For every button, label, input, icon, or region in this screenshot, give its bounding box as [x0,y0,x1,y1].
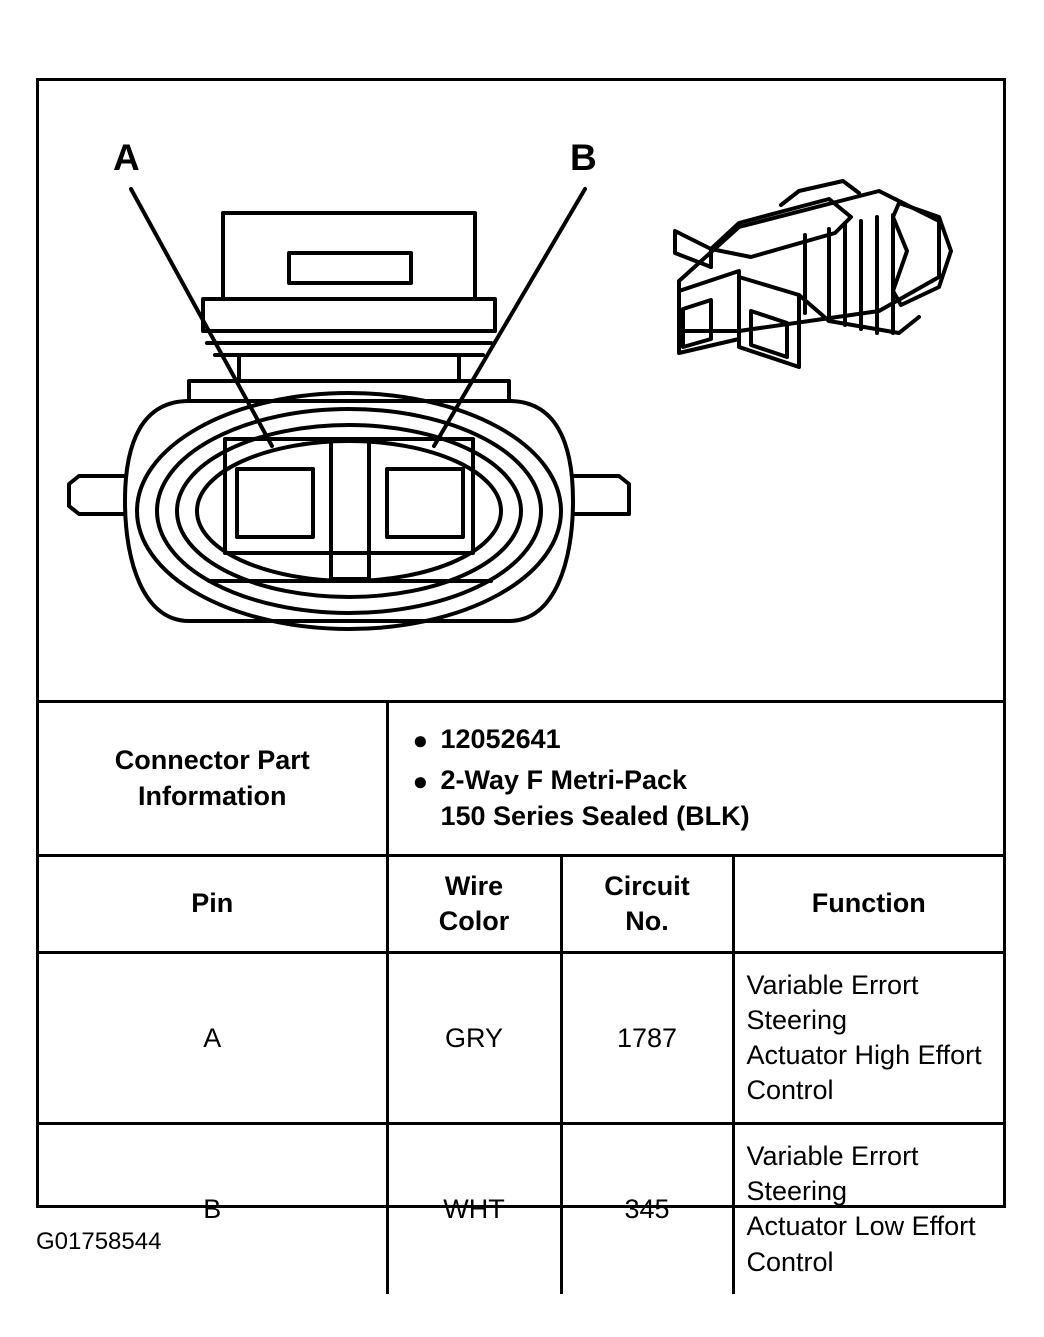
pin-value: A [203,1022,222,1053]
function-header-label: Function [811,888,926,919]
pin-cell [39,952,387,1123]
circuit-header-line2: No. [625,905,669,936]
function-line: Control [746,1075,834,1106]
wire-color-value: GRY [444,1022,504,1053]
pin-header-label: Pin [191,888,234,919]
connector-part-information-label-cell [39,703,387,855]
table-row [39,952,1003,1123]
function-cell [733,952,1003,1123]
connector-information-table [39,703,1003,1294]
connector-diagram-area [39,81,1003,703]
part-description-line2: 150 Series Sealed (BLK) [440,800,750,831]
circuit-no-value: 345 [624,1193,670,1224]
connector-front-view-illustration [69,213,629,629]
function-header-cell [733,855,1003,952]
table-row [39,1124,1003,1294]
circuit-no-value: 1787 [616,1022,678,1053]
figure-id-label: G01758544 [36,1228,162,1255]
bullet-icon: ● [412,725,429,755]
circuit-header-line1: Circuit [604,870,690,901]
cp-title-line1: Connector Part [114,744,310,775]
connector-part-list [389,703,1004,854]
function-line: Variable Errort Steering [746,1141,919,1207]
connector-part-information-row [39,703,1003,855]
function-cell [733,1124,1003,1294]
terminal-cavity-b [387,469,463,537]
wire-color-header-cell [387,855,561,952]
wire-color-header-line1: Wire [444,870,504,901]
wire-color-value: WHT [443,1193,505,1224]
function-line: Control [746,1246,834,1277]
circuit-no-cell [561,952,733,1123]
function-line: Variable Errort Steering [746,969,919,1035]
connector-illustration [39,81,1003,700]
callout-label-b: B [570,137,597,178]
connector-part-information-value-cell [387,703,1003,855]
circuit-no-cell [561,1124,733,1294]
function-line: Actuator Low Effort [746,1211,976,1242]
pin-header-cell [39,855,387,952]
connector-side-view-illustration [675,181,951,367]
wire-color-cell [387,952,561,1123]
wire-color-header-line2: Color [438,905,510,936]
cp-title-line2: Information [138,781,287,812]
part-number: 12052641 [440,724,561,754]
wire-color-cell [387,1124,561,1294]
circuit-no-header-cell [561,855,733,952]
part-description-line1: 2-Way F Metri-Pack [440,764,688,795]
connector-part-list-item [412,763,994,835]
bullet-icon: ● [412,765,429,796]
callout-label-a: A [113,137,140,178]
function-line: Actuator High Effort [746,1040,982,1071]
pin-cell [39,1124,387,1294]
pin-table-header-row [39,855,1003,952]
connector-part-list-item [412,722,994,758]
pin-value: B [203,1193,222,1224]
terminal-cavity-a [237,469,313,537]
